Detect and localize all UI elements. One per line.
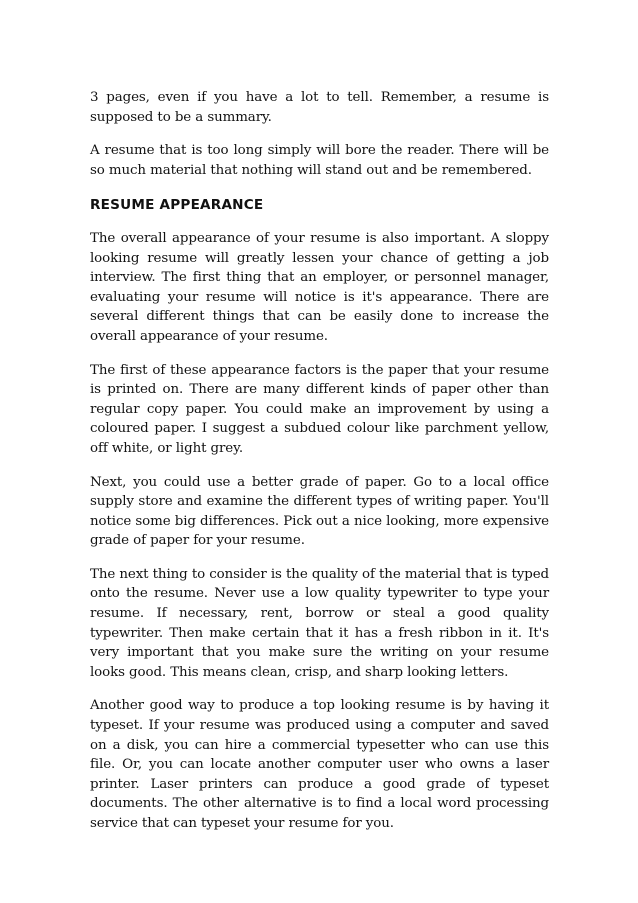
- paragraph: Another good way to produce a top looking resume is by having it typeset. If your resume was produced using a computer and saved on a disk, you can hire a commercial typesetter who can use this file. Or, you can locate another computer user who owns a laser printer. Laser printers can produce a good grade of typeset documents. The other alternative is to find a local word processing service that can typeset your resume for you.: [90, 698, 549, 831]
- paragraph: Next, you could use a better grade of paper. Go to a local office supply store and examine the different types of writing paper. You'll notice some big differences. Pick out a nice looking, more expensive grade of paper for your resume.: [90, 474, 549, 549]
- paragraph: The first of these appearance factors is the paper that your resume is printed on. There are many different kinds of paper other than regular copy paper. You could make an improvement by using a coloured paper. I suggest a subdued colour like parchment yellow, off white, or light grey.: [90, 362, 549, 456]
- paragraph: A resume that is too long simply will bore the reader. There will be so much material that nothing will stand out and be remembered.: [90, 143, 549, 178]
- paragraph: The next thing to consider is the quality of the material that is typed onto the resume. Never use a low quality typewriter to type your resume. If necessary, rent, borrow or steal a good quality typewriter. Then make certain that it has a fresh ribbon in it. It's very important that you make sure the writing on your resume looks good. This means clean, crisp, and sharp looking letters.: [90, 566, 549, 680]
- paragraph: 3 pages, even if you have a lot to tell. Remember, a resume is supposed to be a summary.: [90, 90, 549, 125]
- paragraph: The overall appearance of your resume is also important. A sloppy looking resume will greatly lessen your chance of getting a job interview. The first thing that an employer, or personnel manager, evaluating your resume will notice is it's appearance. There are several different things that can be easily done to increase the overall appearance of your resume.: [90, 230, 549, 344]
- document-page: [90, 88, 549, 848]
- section-heading: RESUME APPEARANCE: [90, 197, 264, 214]
